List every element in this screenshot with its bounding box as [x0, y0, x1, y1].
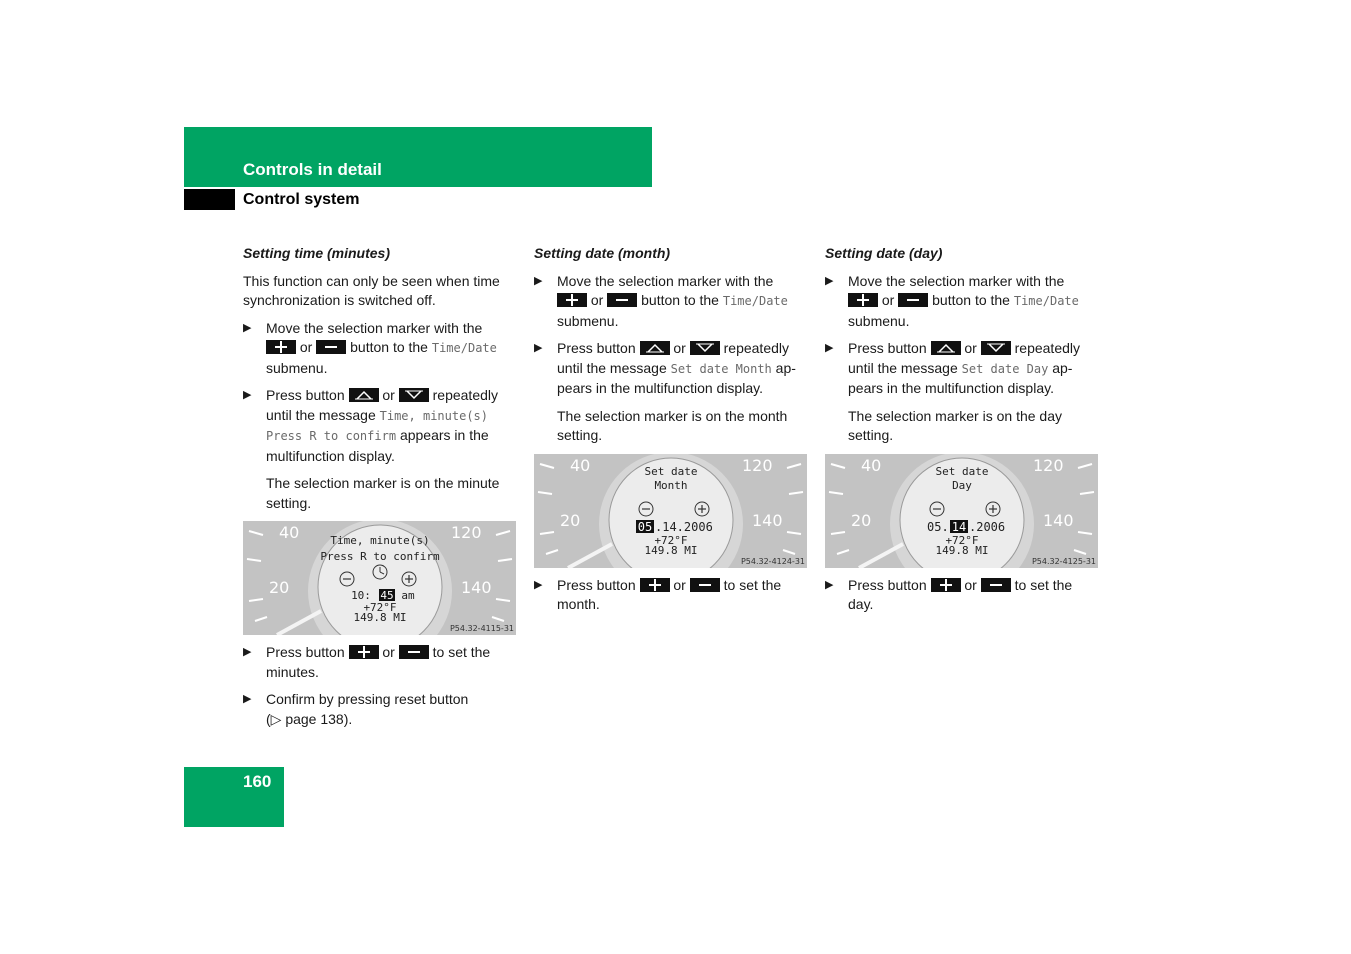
- minus-button-icon: [399, 645, 429, 659]
- step-press-up-down: ▶ Press button or repeatedly until the message Set date Month ap-pears in the multifunction display.: [534, 340, 796, 396]
- note-text: The selection marker is on the minute setting.: [266, 475, 500, 511]
- heading-setting-month: Setting date (month): [534, 245, 671, 261]
- plus-button-icon: [349, 645, 379, 659]
- bullet-arrow-icon: ▶: [243, 646, 252, 658]
- note-text: The selection marker is on the day setting.: [848, 407, 1062, 443]
- bullet-arrow-icon: ▶: [825, 578, 834, 591]
- gauge-label: 40: [279, 523, 300, 542]
- display-message: Set date Day: [961, 361, 1049, 376]
- column-setting-time: [243, 244, 519, 737]
- odometer: 149.8 MI: [644, 543, 698, 557]
- gauge-label: 120: [742, 455, 773, 475]
- menu-name: Time/Date: [1013, 294, 1079, 308]
- gauge-label: 20: [269, 578, 290, 597]
- heading-setting-day: Setting date (day): [825, 245, 943, 261]
- display-line: Day: [952, 478, 972, 492]
- bullet-arrow-icon: ▶: [243, 321, 252, 334]
- step-set-month: ▶ Press button or to set the month.: [534, 576, 782, 612]
- minus-button-icon: [981, 578, 1011, 592]
- step-move-marker: ▶ Move the selection marker with the or button to the Time/Date submenu.: [243, 319, 497, 376]
- gauge-label: 120: [451, 523, 482, 542]
- step-move-marker: ▶ Move the selection marker with the or button to the Time/Date submenu.: [825, 272, 1079, 329]
- up-button-icon: [931, 341, 961, 355]
- intro-text: This function can only be seen when time synchronization is switched off.: [243, 272, 500, 308]
- time-ampm: am: [401, 589, 415, 602]
- temperature: +72°F: [654, 533, 688, 547]
- gauge-label: 140: [1043, 510, 1074, 530]
- instrument-display-image: [243, 521, 516, 635]
- display-message: Press R to confirm: [266, 429, 397, 443]
- gauge-label: 20: [851, 510, 872, 530]
- minus-button-icon: [316, 340, 346, 354]
- plus-button-icon: [640, 578, 670, 592]
- display-line: Press R to confirm: [320, 550, 440, 563]
- display-line: Set date: [935, 464, 989, 478]
- step-confirm: ▶ Confirm by pressing reset button (▷ page 138).: [243, 691, 469, 727]
- column-setting-month: [534, 244, 810, 623]
- odometer: 149.8 MI: [935, 543, 989, 557]
- up-button-icon: [349, 388, 379, 402]
- image-code: P54.32-4125-31: [1031, 556, 1096, 566]
- display-message: Time, minute(s): [379, 408, 488, 423]
- bullet-arrow-icon: ▶: [243, 389, 252, 401]
- chapter-title: Controls in detail: [243, 160, 382, 179]
- bullet-arrow-icon: ▶: [825, 342, 834, 354]
- gauge-label: 120: [1033, 455, 1064, 475]
- heading-setting-time: Setting time (minutes): [243, 245, 391, 261]
- instrument-display-image: [534, 454, 807, 568]
- bullet-arrow-icon: ▶: [825, 274, 834, 287]
- down-button-icon: [981, 341, 1011, 355]
- gauge-label: 40: [570, 455, 591, 475]
- date-pre: 05.: [927, 519, 949, 534]
- date-day-selected: 14: [951, 519, 967, 534]
- step-press-up-down: ▶ Press button or repeatedly until the message Time, minute(s) Press R to confirm appears in the multifunction display.: [243, 387, 499, 464]
- date-rest: .2006: [969, 519, 1006, 534]
- temperature: +72°F: [363, 601, 397, 614]
- column-setting-day: [825, 244, 1101, 623]
- gauge-label: 40: [861, 455, 882, 475]
- temperature: +72°F: [945, 533, 979, 547]
- image-code: P54.32-4124-31: [740, 556, 805, 566]
- menu-name: Time/Date: [431, 341, 497, 355]
- plus-button-icon: [557, 293, 587, 307]
- step-move-marker: ▶ Move the selection marker with the or button to the Time/Date submenu.: [534, 272, 788, 329]
- page-number: 160: [243, 772, 272, 791]
- minus-button-icon: [898, 293, 928, 307]
- down-button-icon: [399, 388, 429, 402]
- date-rest: .14.2006: [655, 519, 713, 534]
- down-button-icon: [690, 341, 720, 355]
- step-set-minutes: ▶ Press button or to set the minutes.: [243, 644, 491, 680]
- time-minute-selected: 45: [380, 589, 394, 602]
- display-line: Set date: [644, 464, 698, 478]
- bullet-arrow-icon: ▶: [534, 274, 543, 287]
- gauge-label: 140: [461, 578, 492, 597]
- menu-name: Time/Date: [722, 294, 788, 308]
- date-month-selected: 05: [637, 519, 653, 534]
- minus-button-icon: [690, 578, 720, 592]
- display-line: Month: [654, 478, 688, 492]
- bullet-arrow-icon: ▶: [534, 342, 543, 354]
- section-title: Control system: [243, 191, 360, 208]
- step-set-day: ▶ Press button or to set the day.: [825, 576, 1073, 612]
- time-hour: 10:: [351, 589, 371, 602]
- plus-button-icon: [931, 578, 961, 592]
- display-message: Set date Month: [670, 361, 772, 376]
- note-text: The selection marker is on the month setting.: [557, 407, 788, 443]
- odometer: 149.8 MI: [353, 611, 407, 624]
- display-line: Time, minute(s): [330, 534, 430, 547]
- gauge-label: 20: [560, 510, 581, 530]
- instrument-display-image: [825, 454, 1098, 568]
- gauge-label: 140: [752, 510, 783, 530]
- bullet-arrow-icon: ▶: [534, 578, 543, 591]
- plus-button-icon: [266, 340, 296, 354]
- section-marker: [184, 189, 235, 210]
- step-press-up-down: ▶ Press button or repeatedly until the message Set date Day ap-pears in the multifunction display.: [825, 340, 1081, 396]
- minus-button-icon: [607, 293, 637, 307]
- page-reference-link[interactable]: (▷ page 138).: [266, 710, 353, 727]
- up-button-icon: [640, 341, 670, 355]
- image-code: P54.32-4115-31: [449, 624, 514, 633]
- bullet-arrow-icon: ▶: [243, 693, 252, 705]
- plus-button-icon: [848, 293, 878, 307]
